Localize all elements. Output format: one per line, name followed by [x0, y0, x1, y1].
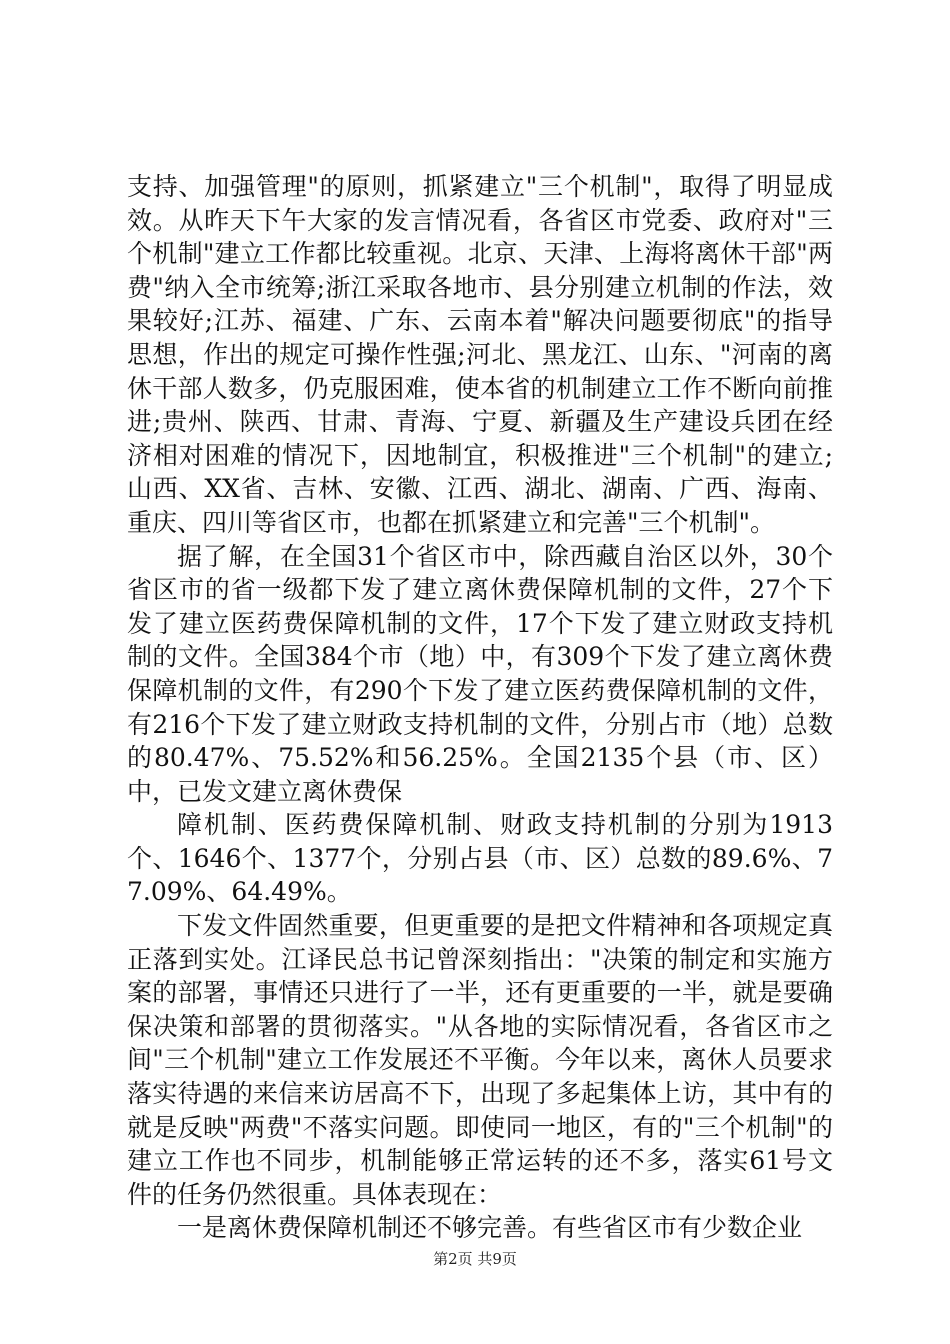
paragraph-implementation: 下发文件固然重要，但更重要的是把文件精神和各项规定真正落到实处。江译民总书记曾深刻指出："决策的制定和实施方案的部署，事情还只进行了一半，还有更重要的一半，就是要确保决策和部署的贯彻落实。"从各地的实际情况看，各省区市之间"三个机制"建立工作发展还不平衡。今年以来，离休人员要求落实待遇的来信来访居高不下，出现了多起集体上访，其中有的就是反映"两费"不落实问题。即使同一地区，有的"三个机制"的建立工作也不同步，机制能够正常运转的还不多，落实61号文件的任务仍然很重。具体表现在：: [127, 911, 833, 1209]
document-body: [127, 170, 833, 1245]
paragraph-continuation: 支持、加强管理"的原则，抓紧建立"三个机制"，取得了明显成效。从昨天下午大家的发言情况看，各省区市党委、政府对"三个机制"建立工作都比较重视。北京、天津、上海将离休干部"两费"纳入全市统筹;浙江采取各地市、县分别建立机制的作法，效果较好;江苏、福建、广东、云南本着"解决问题要彻底"的指导思想，作出的规定可操作性强;河北、黑龙江、山东、"河南的离休干部人数多，仍克服困难，使本省的机制建立工作不断向前推进;贵州、陕西、甘肃、青海、宁夏、新疆及生产建设兵团在经济相对困难的情况下，因地制宜，积极推进"三个机制"的建立;山西、XX省、吉林、安徽、江西、湖北、湖南、广西、海南、重庆、四川等省区市，也都在抓紧建立和完善"三个机制"。: [127, 172, 833, 537]
paragraph-statistics: 据了解，在全国31个省区市中，除西藏自治区以外，30个省区市的省一级都下发了建立离休费保障机制的文件，27个下发了建立医药费保障机制的文件，17个下发了建立财政支持机制的文件。全国384个市（地）中，有309个下发了建立离休费保障机制的文件，有290个下发了建立医药费保障机制的文件，有216个下发了建立财政支持机制的文件，分别占市（地）总数的80.47%、75.52%和56.25%。全国2135个县（市、区）中，已发文建立离休费保: [127, 541, 833, 806]
paragraph-point-one: 一是离休费保障机制还不够完善。有些省区市有少数企业: [177, 1213, 803, 1243]
paragraph-county-statistics: 障机制、医药费保障机制、财政支持机制的分别为1913个、1646个、1377个，分别占县（市、区）总数的89.6%、77.09%、64.49%。: [127, 810, 833, 907]
page-number-footer: 第2页 共9页: [433, 1250, 517, 1268]
